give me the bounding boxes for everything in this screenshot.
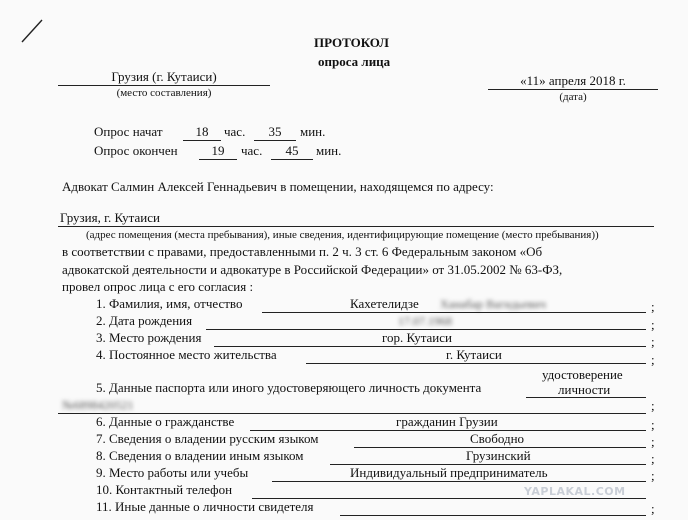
start-label: Опрос начат — [94, 124, 163, 139]
date-underline — [488, 89, 658, 90]
site-watermark: YAPLAKAL.COM — [524, 485, 626, 498]
item2-label: 2. Дата рождения — [96, 313, 193, 328]
item5-label: 5. Данные паспорта или иного удостоверяющего личность документа — [96, 380, 482, 395]
end-min-word: мин. — [316, 143, 342, 158]
address-underline — [58, 226, 654, 227]
item8-label: 8. Сведения о владении иным языком — [96, 448, 304, 463]
date-value: «11» апреля 2018 г. — [520, 73, 626, 88]
item5-value-line2: личности — [558, 382, 611, 397]
item5-value-line1: удостоверение — [542, 367, 623, 382]
end-min: 45 — [285, 143, 299, 158]
end-hour: 19 — [211, 143, 225, 158]
address-value: Грузия, г. Кутаиси — [60, 210, 160, 225]
address-caption: (адрес помещения (места пребывания), иные сведения, идентифицирующие помещение (место пребывания)) — [86, 229, 599, 241]
item4-label: 4. Постоянное место жительства — [96, 347, 277, 362]
item9-value: Индивидуальный предприниматель — [350, 465, 548, 480]
doc-subtitle: опроса лица — [318, 54, 391, 69]
item11-label: 11. Иные данные о личности свидетеля — [96, 499, 314, 514]
item1-value: Кахетелидзе — [350, 296, 419, 311]
item1-label: 1. Фамилия, имя, отчество — [96, 296, 243, 311]
place-underline — [58, 85, 270, 86]
doc-title: ПРОТОКОЛ — [314, 35, 389, 50]
item3-label: 3. Место рождения — [96, 330, 202, 345]
lawyer-line: Адвокат Салмин Алексей Геннадьевич в помещении, находящемся по адресу: — [62, 179, 494, 194]
start-hour-word: час. — [224, 124, 246, 139]
start-hour: 18 — [195, 124, 209, 139]
item2-redacted: 17.07.1968 — [398, 314, 452, 328]
date-caption: (дата) — [559, 91, 587, 103]
item7-label: 7. Сведения о владении русским языком — [96, 431, 319, 446]
item10-label: 10. Контактный телефон — [96, 482, 233, 497]
item9-label: 9. Место работы или учебы — [96, 465, 249, 480]
item5-redacted: №6898420521 — [62, 398, 134, 412]
item6-value: гражданин Грузии — [396, 414, 498, 429]
item7-value: Свободно — [470, 431, 525, 446]
item3-value: гор. Кутаиси — [382, 330, 452, 345]
place-value: Грузия (г. Кутаиси) — [111, 69, 217, 84]
item6-label: 6. Данные о гражданстве — [96, 414, 235, 429]
item8-value: Грузинский — [466, 448, 531, 463]
place-caption: (место составления) — [116, 87, 212, 99]
start-min-word: мин. — [300, 124, 326, 139]
item4-value: г. Кутаиси — [446, 347, 502, 362]
item1-redacted: Ханабар Вагидьевич — [440, 297, 546, 311]
para-line-2: адвокатской деятельности и адвокатуре в Российской Федерации» от 31.05.2002 № 63-ФЗ, — [62, 262, 563, 277]
start-min: 35 — [268, 124, 282, 139]
para-line-3: провел опрос лица с его согласия : — [62, 279, 254, 294]
end-hour-word: час. — [241, 143, 263, 158]
para-line-1: в соответствии с правами, предоставленными п. 2 ч. 3 ст. 6 Федеральным законом «Об — [62, 244, 543, 259]
pen-stroke-mark — [18, 16, 48, 46]
end-label: Опрос окончен — [94, 143, 178, 158]
